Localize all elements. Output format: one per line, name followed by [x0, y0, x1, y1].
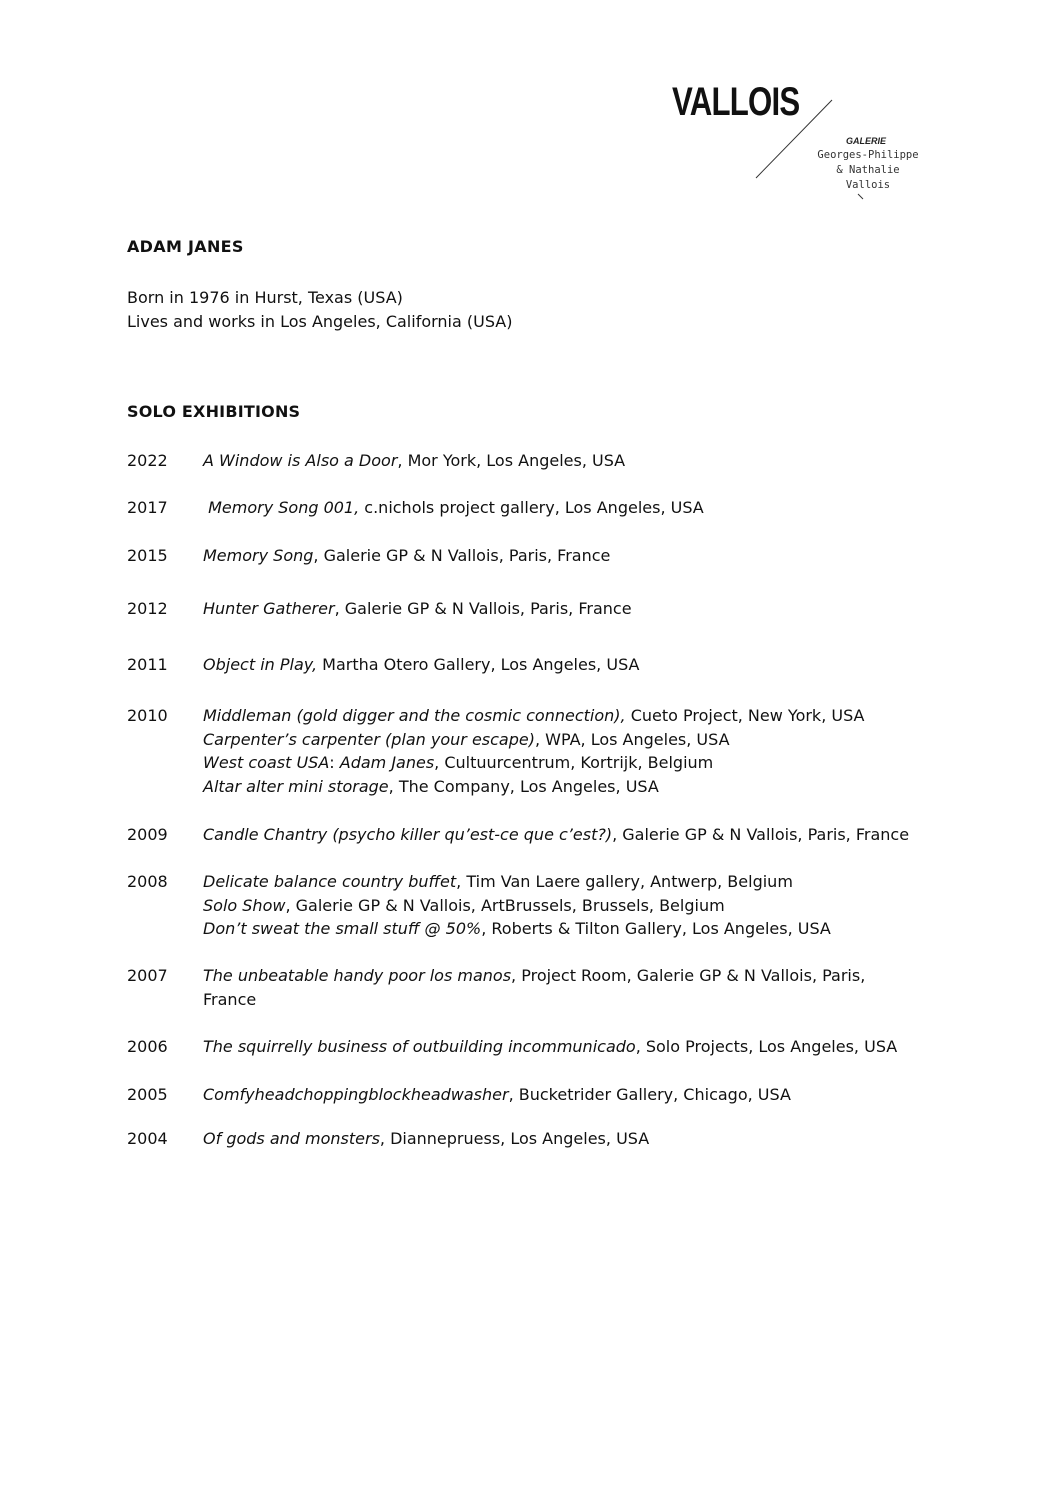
exhibition-separator: :: [329, 753, 340, 772]
gallery-logo: [660, 80, 930, 210]
year-label: 2011: [127, 655, 168, 674]
exhibition-title: Carpenter’s carpenter (plan your escape): [203, 730, 535, 749]
exhibition-title: Solo Show: [203, 896, 286, 915]
exhibition-entry: [203, 496, 704, 520]
logo-gallery-name: [808, 148, 928, 193]
birth-info: Born in 1976 in Hurst, Texas (USA): [127, 288, 403, 307]
year-label: 2008: [127, 872, 168, 891]
year-label: 2022: [127, 451, 168, 470]
year-label: 2012: [127, 599, 168, 618]
year-label: 2017: [127, 498, 168, 517]
exhibition-venue: , Galerie GP & N Vallois, Paris, France: [334, 599, 632, 618]
year-label: 2010: [127, 706, 168, 725]
exhibition-entry: [203, 728, 730, 752]
exhibition-title: Of gods and monsters: [203, 1129, 380, 1148]
exhibition-title: Delicate balance country buffet: [203, 872, 457, 891]
exhibition-entry: [203, 544, 610, 568]
exhibition-title-part: Adam Janes: [339, 753, 435, 772]
exhibition-venue: , The Company, Los Angeles, USA: [388, 777, 659, 796]
year-label: 2007: [127, 966, 168, 985]
year-label: 2006: [127, 1037, 168, 1056]
exhibition-venue: Martha Otero Gallery, Los Angeles, USA: [317, 655, 640, 674]
exhibition-venue: Cueto Project, New York, USA: [625, 706, 865, 725]
residence-info: Lives and works in Los Angeles, California (USA): [127, 312, 513, 331]
artist-bio: [127, 286, 512, 334]
exhibition-entry: [203, 870, 793, 894]
exhibition-entry: [203, 775, 659, 799]
exhibition-venue: , Project Room, Galerie GP & N Vallois, Paris, France: [203, 966, 866, 1009]
exhibition-title: A Window is Also a Door: [203, 451, 398, 470]
exhibition-venue: , Solo Projects, Los Angeles, USA: [635, 1037, 898, 1056]
exhibition-venue: , WPA, Los Angeles, USA: [534, 730, 730, 749]
logo-line: Georges-Philippe: [817, 149, 919, 161]
exhibition-entry: [203, 1083, 791, 1107]
exhibition-entry: [203, 449, 625, 473]
exhibition-title: The unbeatable handy poor los manos: [203, 966, 512, 985]
exhibition-title: Comfyheadchoppingblockheadwasher: [203, 1085, 509, 1104]
exhibition-venue: , Cultuurcentrum, Kortrijk, Belgium: [434, 753, 714, 772]
exhibition-entry: [203, 1127, 649, 1151]
exhibition-title: Memory Song 001,: [203, 498, 360, 517]
exhibition-entry: [203, 823, 909, 847]
exhibition-entry: [203, 1035, 897, 1059]
exhibition-venue: , Diannepruess, Los Angeles, USA: [379, 1129, 650, 1148]
exhibition-entry: [203, 964, 903, 1011]
year-label: 2009: [127, 825, 168, 844]
logo-line: Vallois: [845, 179, 891, 191]
logo-line: & Nathalie: [836, 164, 900, 176]
logo-wordmark: VALLOIS: [672, 80, 800, 124]
exhibition-venue: , Galerie GP & N Vallois, Paris, France: [313, 546, 611, 565]
exhibition-venue: , Roberts & Tilton Gallery, Los Angeles, USA: [481, 919, 831, 938]
exhibition-title: Hunter Gatherer: [203, 599, 335, 618]
artist-name: ADAM JANES: [127, 237, 244, 256]
exhibition-title: Candle Chantry (psycho killer qu’est-ce que c’est?): [203, 825, 613, 844]
exhibition-venue: , Mor York, Los Angeles, USA: [397, 451, 626, 470]
exhibition-entry: [203, 917, 831, 941]
exhibition-venue: , Galerie GP & N Vallois, Paris, France: [612, 825, 910, 844]
year-label: 2015: [127, 546, 168, 565]
exhibition-title: West coast USA: [203, 753, 330, 772]
logo-galerie-label: GALERIE: [846, 136, 887, 146]
solo-exhibitions-heading: SOLO EXHIBITIONS: [127, 402, 301, 421]
exhibition-title: Object in Play,: [203, 655, 318, 674]
exhibition-title: Altar alter mini storage: [203, 777, 389, 796]
exhibition-venue: , Bucketrider Gallery, Chicago, USA: [508, 1085, 791, 1104]
exhibition-entry: [203, 653, 639, 677]
exhibition-entry: [203, 894, 725, 918]
exhibition-entry: [203, 597, 632, 621]
exhibition-title: Middleman (gold digger and the cosmic connection),: [203, 706, 626, 725]
exhibition-entry: [203, 751, 713, 775]
exhibition-venue: , Galerie GP & N Vallois, ArtBrussels, Brussels, Belgium: [285, 896, 725, 915]
exhibition-title: Memory Song: [203, 546, 314, 565]
exhibition-title: Don’t sweat the small stuff @ 50%: [203, 919, 482, 938]
exhibition-title: The squirrelly business of outbuilding incommunicado: [203, 1037, 636, 1056]
exhibition-entry: [203, 704, 864, 728]
exhibition-venue: c.nichols project gallery, Los Angeles, USA: [359, 498, 704, 517]
year-label: 2004: [127, 1129, 168, 1148]
year-label: 2005: [127, 1085, 168, 1104]
exhibition-venue: , Tim Van Laere gallery, Antwerp, Belgium: [456, 872, 793, 891]
